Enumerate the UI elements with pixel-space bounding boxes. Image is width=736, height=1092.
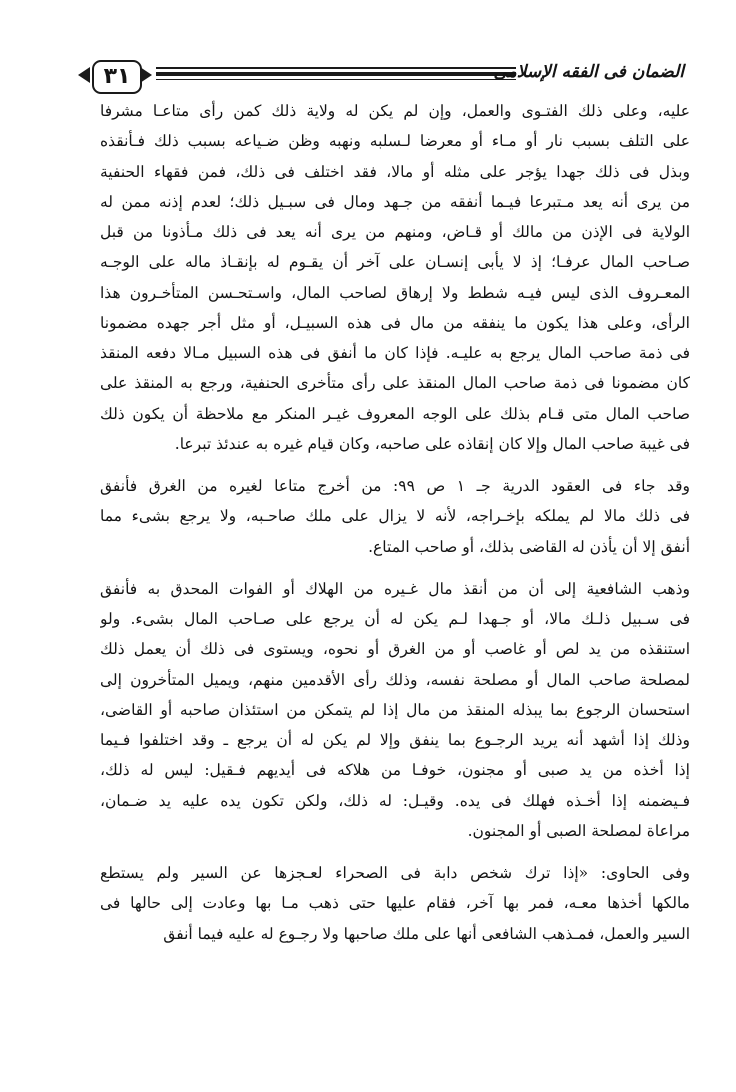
text-line: إذا أخذه من يد صبى أو مجنون، خوفـا من هلاكه فى أيديهم فـقيل: ليس له ذلك، xyxy=(100,761,690,780)
text-line: السير والعمل، فمـذهب الشافعى أنها على ملك صاحبها ولا رجـوع له عليه فيما أنفق xyxy=(163,924,690,943)
text-line: فى ذلك مالا لم يملكه بإخـراجه، لأنه لا يزال على ملك صاحـبه، ولا يرجع بشىء مما xyxy=(100,507,690,526)
ornament-left-tip xyxy=(78,67,90,83)
text-line: مراعاة لمصلحة الصبى أو المجنون. xyxy=(467,821,690,840)
running-title: الضمان فى الفقه الإسلامى xyxy=(493,62,684,82)
text-line: استحسان الرجوع بما يبذله المنقذ من مال إذا لم يتمكن من استئذان صاحبه أو القاضى، xyxy=(100,700,690,719)
text-line: مالكها أخذها معـه، فمر بها آخر، فقام عليها حتى ذهب مـا بها وعادت إلى حالها فى xyxy=(100,894,690,913)
text-line: فى سـبيل ذلـك مالا، أو جـهدا لـم يكن له أن يرجع على صـاحب المال بشىء. ولو xyxy=(100,610,690,628)
text-line: صـاحب المال عرفـا؛ إذ لا يأبى إنسـان على آخر أن يقـوم له بإنقـاذ ماله على الوجـه xyxy=(100,253,690,272)
header-rule-thick xyxy=(156,72,516,76)
header-rule-thin xyxy=(156,67,516,69)
text-line: فـيضمنه إذا أخـذه فهلك فى يده. وقيـل: له ذلك، ولكن تكون يده عليه يد ضـمان، xyxy=(100,791,690,810)
text-line: وفى الحاوى: «إذا ترك شخص دابة فى الصحراء لعـجزها عن السير ولم يستطع xyxy=(100,864,690,882)
text-line: الرأى، وعلى هذا يكون ما ينفقه من مال فى هذه السبيـل، أو مثل أجر جهده مضمونا xyxy=(100,313,690,332)
text-line: لمصلحة صاحب المال أو مصلحة نفسه، وذلك رأى الأقدمين منهم، ويميل المتأخرون إلى xyxy=(100,670,690,689)
text-line: صاحب المال متى قـام بذلك على الوجه المعروف غيـر المنكر مع ملاحظة أن يكون ذلك xyxy=(100,404,690,423)
ornament-right-tip xyxy=(140,67,152,83)
text-line: الولاية فى الإذن من مالك أو قـاض، ومنهم من يرى أنه يعد فى ذلك مـأذونا من قبل xyxy=(100,223,690,241)
paragraph xyxy=(100,574,690,846)
text-line: وقد جاء فى العقود الدرية جـ ١ ص ٩٩: من أخرج متاعا لغيره من الغرق فأنفق xyxy=(100,477,690,495)
text-line: المعـروف الذى ليس فيـه شطط ولا إرهاق لصاحب المال، واسـتحـسن المتأخـرون هذا xyxy=(100,283,690,302)
paragraph xyxy=(100,858,690,949)
text-line: وذهب الشافعية إلى أن من أنقذ مال غـيره من الهلاك أو الفوات المحدق به فأنفق xyxy=(100,579,690,598)
text-line: وذلك إذا أشهد أنه يريد الرجـوع بما ينفق وإلا لم يكن له أن يرجع ـ وقد اختلفوا فـيما xyxy=(100,731,690,749)
paragraph xyxy=(100,96,690,459)
text-line: فى ذمة صاحب المال يرجع به عليـه. فإذا كان ما أنفق فى هذه السبيل مـالا دفعه المنقذ xyxy=(100,344,690,362)
text-line: وبذل فى ذلك جهدا يؤجر على مثله أو مالا، فقد اختلف فى ذلك، فمن فقهاء الحنفية xyxy=(100,162,690,181)
text-line: استنقذه من يد لص أو غاصب أو من الغرق أو نحوه، ويستوى فى ذلك أن يعمل ذلك xyxy=(100,640,690,659)
header-rule-hairline xyxy=(156,79,516,80)
text-line: عليه، وعلى ذلك الفتـوى والعمل، وإن لم يكن له ولاية ذلك كمن رأى متاعـا مشرفا xyxy=(100,102,690,120)
text-line: فى غيبة صاحب المال وإلا كان إنقاذه على صاحبه، وكان قيام غيره به عندئذ تبرعا. xyxy=(174,434,690,453)
text-line: من يرى أنه يعد مـتبرعا فيـما أنفقه من جـهد ومال فى سبـيل ذلك؛ لعدم إذنه ممن له xyxy=(100,192,690,211)
text-line: على التلف بسبب نار أو مـاء أو معرضا لـسلبه ونهبه وظن ضـياعه بسبب ذلك فـأنقذه xyxy=(100,132,690,151)
text-line: أنفق إلا أن يأذن له القاضى بذلك، أو صاحب المتاع. xyxy=(368,537,690,556)
page-header xyxy=(86,58,686,98)
text-line: كان مضمونا فى ذمة صاحب المال المنقذ على رأى متأخرى الحنفية، ورجع به المنقذ على xyxy=(100,374,690,393)
page-body xyxy=(100,96,690,949)
page-number: ٣١ xyxy=(92,60,142,94)
paragraph xyxy=(100,471,690,562)
